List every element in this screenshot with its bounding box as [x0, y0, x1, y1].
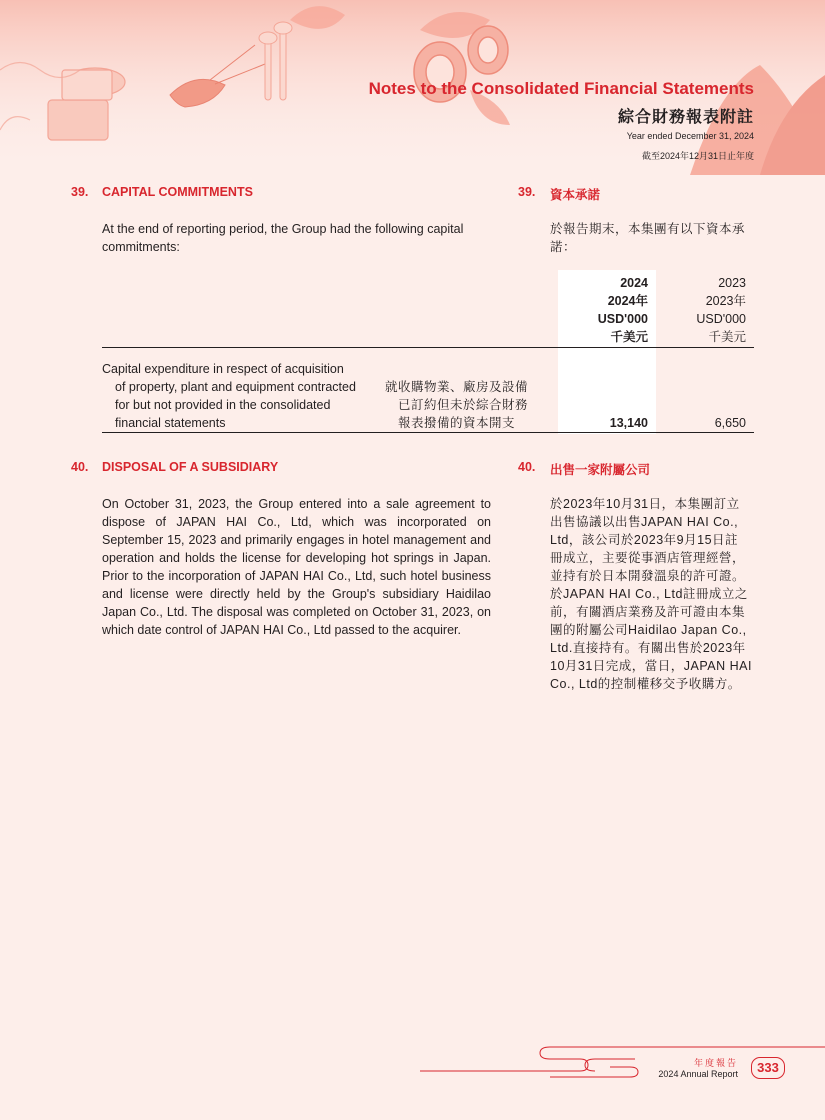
row-label-en-4: financial statements: [115, 416, 226, 430]
body-zh-line: 團的附屬公司Haidilao Japan Co.,: [550, 623, 747, 637]
page-title-zh: 綜合財務報表附註: [617, 109, 754, 126]
table-bottom-rule: [102, 432, 754, 433]
section-39-intro-en: At the end of reporting period, the Group had the following capital commitments:: [102, 222, 464, 254]
column-2023-unit-zh: 千美元: [708, 330, 746, 344]
period-zh: 截至2024年12月31日止年度: [641, 151, 754, 161]
row-label-zh-1: 就收購物業、廠房及設備: [385, 380, 529, 394]
section-40-body-zh: [550, 495, 754, 693]
column-2024-unit-zh: 千美元: [610, 330, 648, 344]
body-zh-line: 並持有於日本開發溫泉的許可證。: [550, 569, 746, 583]
table-header-rule: [102, 347, 754, 348]
body-zh-line: Ltd.直接持有。有關出售於2023年: [550, 641, 746, 655]
row-label-en-3: for but not provided in the consolidated: [115, 398, 331, 412]
period-en: Year ended December 31, 2024: [626, 131, 754, 141]
page-number: 333: [751, 1057, 785, 1079]
body-zh-line: 於2023年10月31日，本集團訂立: [550, 497, 740, 511]
row-label-en-2: of property, plant and equipment contracted: [115, 380, 356, 394]
body-zh-line: Co., Ltd的控制權移交予收購方。: [550, 677, 741, 691]
section-39-intro-zh-line2: 諾：: [550, 240, 577, 254]
body-zh-line: 於JAPAN HAI Co., Ltd註冊成立之: [550, 587, 748, 601]
column-2023-year: 2023: [718, 276, 746, 290]
column-2024-year: 2024: [620, 276, 648, 290]
column-2023-header: [646, 274, 746, 346]
row-label-en-1: Capital expenditure in respect of acquisition: [102, 362, 344, 376]
row-label-zh-2: 已訂約但未於綜合財務: [398, 398, 529, 412]
column-2023-year-zh: 2023年: [705, 294, 746, 308]
section-39-intro-zh-line1: 於報告期末，本集團有以下資本承: [550, 222, 746, 236]
section-39-number: 39.: [71, 185, 89, 199]
body-zh-line: Ltd，該公司於2023年9月15日註: [550, 533, 739, 547]
section-39-number-zh: 39.: [518, 185, 536, 199]
column-2024-year-zh: 2024年: [607, 294, 648, 308]
row-value-2023: 6,650: [714, 416, 746, 430]
body-zh-line: 出售協議以出售JAPAN HAI Co.,: [550, 515, 739, 529]
body-zh-line: 前，有關酒店業務及許可證由本集: [550, 605, 746, 619]
section-40-number: 40.: [71, 460, 89, 474]
section-39-title-en: CAPITAL COMMITMENTS: [102, 185, 253, 199]
section-40-body-en: On October 31, 2023, the Group entered into a sale agreement to dispose of JAPAN HAI Co., Ltd, which was incorporated on September 15, 2023 and primarily engages in hotel management and operation and holds the license for developing hot springs in Japan. Prior to the incorporation of JAPAN HAI Co., Ltd, such hotel business and license were directly held by the Group's subsidiary Haidilao Japan Co., Ltd. The disposal was completed on October 31, 2023, on which date control of JAPAN HAI Co., Ltd passed to the acquirer.: [102, 497, 491, 637]
page-title-en: Notes to the Consolidated Financial Statements: [368, 79, 754, 98]
section-39-title-zh: 資本承諾: [550, 188, 601, 202]
row-value-2024: 13,140: [609, 416, 648, 430]
section-40-number-zh: 40.: [518, 460, 536, 474]
section-40-title-zh: 出售一家附屬公司: [550, 463, 651, 477]
row-label-zh-3: 報表撥備的資本開支: [398, 416, 516, 430]
body-zh-line: 10月31日完成，當日，JAPAN HAI: [550, 659, 752, 673]
column-2024-header: [548, 274, 648, 346]
column-2023-unit: USD'000: [696, 312, 746, 326]
footer-report-en: 2024 Annual Report: [658, 1069, 738, 1079]
section-40-title-en: DISPOSAL OF A SUBSIDIARY: [102, 460, 279, 474]
footer-report-zh: 年度報告: [693, 1058, 738, 1068]
body-zh-line: 冊成立，主要從事酒店管理經營，: [550, 551, 746, 565]
column-2024-unit: USD'000: [597, 312, 648, 326]
